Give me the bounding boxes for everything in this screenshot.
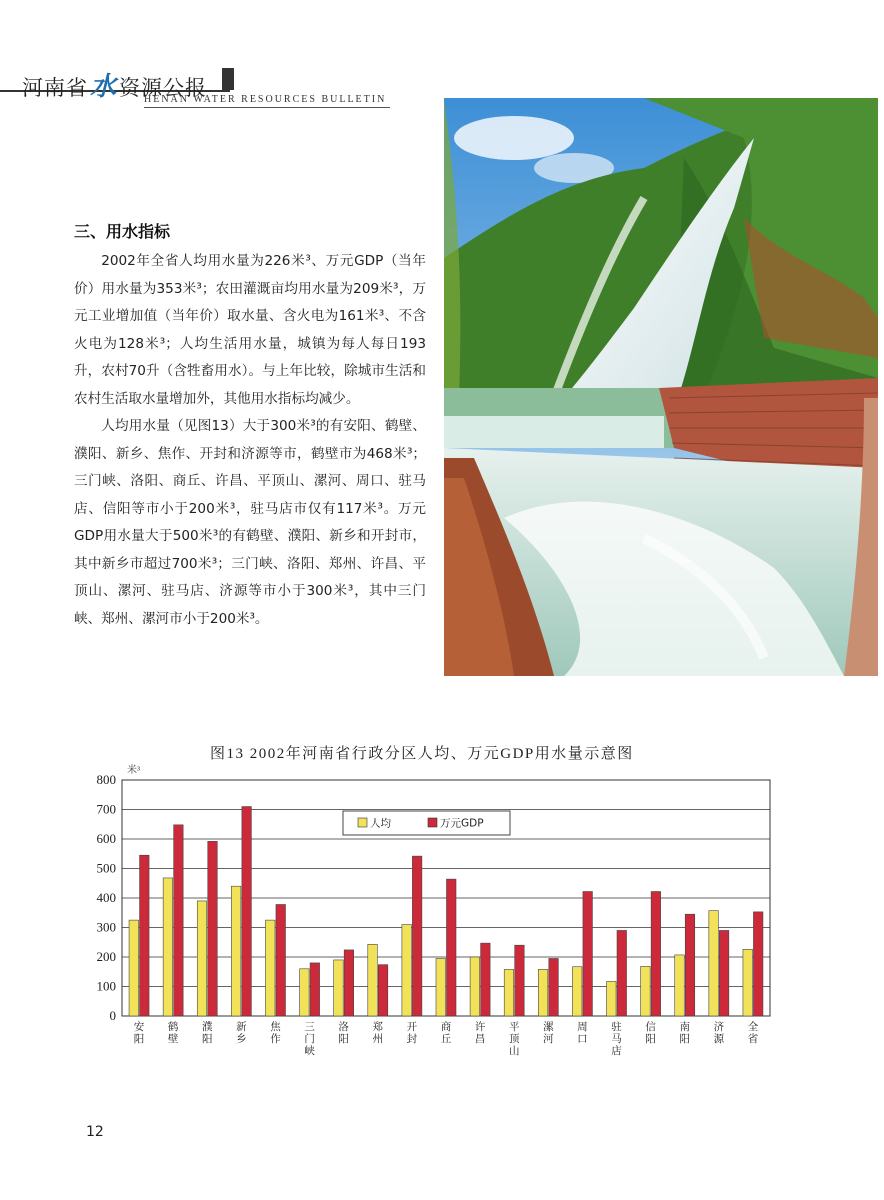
x-category-label: 平顶山 xyxy=(508,1021,520,1057)
bar-per-capita xyxy=(334,960,344,1016)
x-category-label: 周口 xyxy=(577,1021,588,1045)
x-category-label: 鹤壁 xyxy=(167,1021,179,1045)
x-category-label: 三门峡 xyxy=(304,1021,315,1057)
x-category-label: 济源 xyxy=(713,1021,725,1045)
bar-per-capita xyxy=(743,949,753,1016)
x-category-label: 许昌 xyxy=(474,1021,486,1045)
bar-gdp xyxy=(174,825,184,1016)
x-category-label: 濮阳 xyxy=(202,1021,213,1045)
bulletin-title-water: 水 xyxy=(90,72,118,102)
paragraph-1: 2002年全省人均用水量为226米³、万元GDP（当年价）用水量为353米³；农田灌溉亩均用水量为209米³，万元工业增加值（当年价）取水量、含火电为161米³、不含火电为128米³；人均生活用水量，城镇为每人每日193升，农村70升（含牲畜用水）。与上年比较，除城市生活和农村生活取水量增加外，其他用水指标均减少。 xyxy=(74,253,426,407)
bar-gdp xyxy=(617,930,627,1016)
bar-per-capita xyxy=(641,966,651,1016)
water-use-bar-chart xyxy=(0,760,884,1100)
bar-gdp xyxy=(242,807,252,1016)
bar-gdp xyxy=(583,892,593,1016)
legend-swatch-per-capita xyxy=(358,818,367,827)
y-tick-label: 800 xyxy=(96,772,116,787)
bulletin-subtitle: HENAN WATER RESOURCES BULLETIN xyxy=(144,94,390,108)
bar-per-capita xyxy=(129,920,139,1016)
bar-per-capita xyxy=(402,925,412,1016)
bar-gdp xyxy=(276,904,286,1016)
bar-gdp xyxy=(310,963,320,1016)
bar-gdp xyxy=(378,965,388,1016)
y-tick-label: 500 xyxy=(96,860,116,876)
x-category-label: 驻马店 xyxy=(611,1021,622,1057)
header-block-mark xyxy=(222,68,234,90)
section-title: 三、用水指标 xyxy=(74,222,171,241)
x-category-label: 洛阳 xyxy=(338,1021,349,1045)
bar-per-capita xyxy=(607,981,617,1016)
y-tick-label: 100 xyxy=(96,978,116,994)
bulletin-title-post: 资源公报 xyxy=(119,76,208,100)
bar-per-capita xyxy=(368,944,378,1016)
x-category-label: 新乡 xyxy=(236,1021,247,1045)
x-category-label: 全省 xyxy=(747,1021,759,1045)
legend-swatch-gdp xyxy=(428,818,437,827)
bar-gdp xyxy=(481,943,491,1016)
bar-gdp xyxy=(208,841,218,1016)
bar-gdp xyxy=(719,930,729,1016)
bar-per-capita xyxy=(265,920,275,1016)
bar-gdp xyxy=(685,914,695,1016)
bar-gdp xyxy=(412,856,422,1016)
bar-gdp xyxy=(344,950,354,1016)
chart-legend xyxy=(343,811,510,835)
bar-per-capita xyxy=(538,969,548,1016)
bar-gdp xyxy=(515,945,525,1016)
bar-per-capita xyxy=(470,957,480,1016)
y-tick-label: 300 xyxy=(96,919,116,935)
bar-per-capita xyxy=(436,958,446,1016)
bar-per-capita xyxy=(197,901,207,1016)
x-category-label: 焦作 xyxy=(270,1021,281,1045)
bar-gdp xyxy=(140,855,150,1016)
x-category-label: 郑州 xyxy=(372,1021,384,1045)
body-text xyxy=(74,248,426,633)
y-tick-label: 0 xyxy=(109,1008,116,1023)
paragraph-2: 人均用水量（见图13）大于300米³的有安阳、鹤壁、濮阳、新乡、焦作、开封和济源等市，鹤壁市为468米³；三门峡、洛阳、商丘、许昌、平顶山、漯河、周口、驻马店、信阳等市小于200米³，驻马店市仅有117米³。万元GDP用水量大于500米³的有鹤壁、濮阳、新乡和开封市，其中新乡市超过700米³；三门峡、洛阳、郑州、许昌、平顶山、漯河、驻马店、济源等市小于300米³，其中三门峡、郑州、漯河市小于200米³。 xyxy=(74,418,426,627)
legend-label-per-capita: 人均 xyxy=(370,817,391,830)
x-category-label: 开封 xyxy=(406,1021,418,1045)
chart-title: 图13 2002年河南省行政分区人均、万元GDP用水量示意图 xyxy=(210,746,634,762)
y-tick-label: 600 xyxy=(96,831,116,846)
bar-per-capita xyxy=(675,955,685,1016)
bar-gdp xyxy=(447,879,457,1016)
y-tick-label: 400 xyxy=(96,890,116,905)
bar-gdp xyxy=(753,912,763,1016)
bar-gdp xyxy=(549,958,559,1016)
page-number: 12 xyxy=(86,1124,104,1140)
bar-per-capita xyxy=(300,969,310,1016)
bar-per-capita xyxy=(504,969,514,1016)
chart-bars xyxy=(129,807,763,1016)
legend-box xyxy=(343,811,510,835)
bar-gdp xyxy=(651,892,661,1016)
x-category-label: 商丘 xyxy=(440,1021,452,1045)
y-tick-label: 200 xyxy=(96,949,116,964)
x-category-label: 安阳 xyxy=(133,1021,145,1045)
y-tick-label: 700 xyxy=(96,801,116,817)
y-axis-unit-label: 米³ xyxy=(127,765,140,776)
bar-per-capita xyxy=(231,886,241,1016)
bar-per-capita xyxy=(572,967,582,1016)
x-category-label: 漯河 xyxy=(543,1021,554,1045)
bar-per-capita xyxy=(709,911,719,1016)
legend-label-gdp: 万元GDP xyxy=(440,817,484,830)
x-category-label: 南阳 xyxy=(679,1021,690,1045)
waterfall-photo xyxy=(444,98,878,676)
x-category-label: 信阳 xyxy=(645,1021,656,1045)
bulletin-title-pre: 河南省 xyxy=(22,76,88,100)
bar-per-capita xyxy=(163,878,173,1016)
